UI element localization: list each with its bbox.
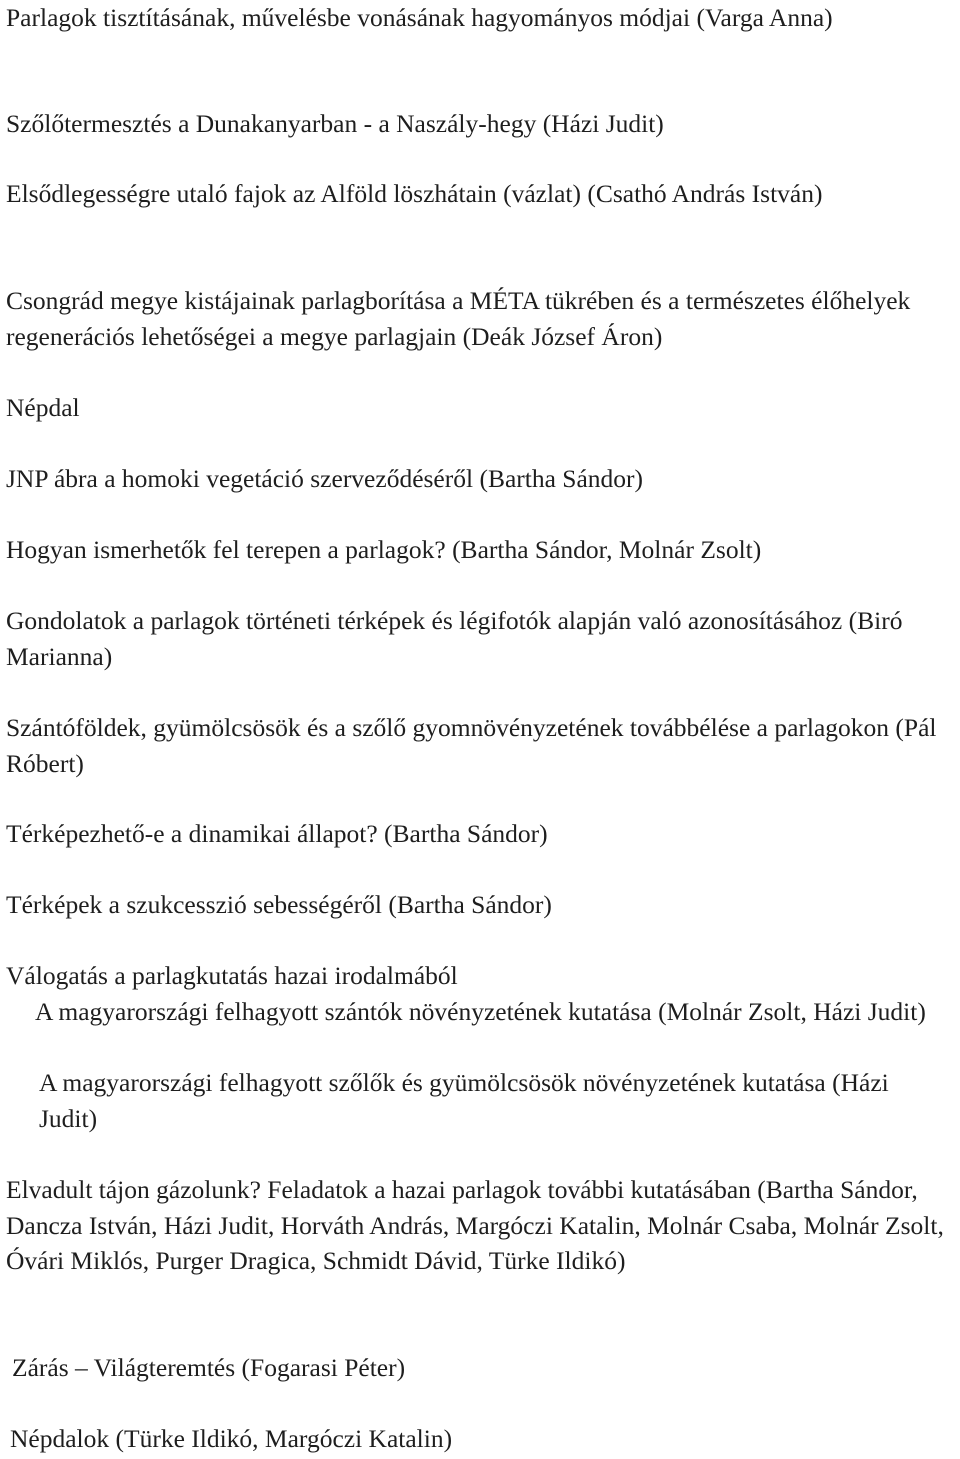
toc-entry-valogatas: Válogatás a parlagkutatás hazai irodalmából bbox=[6, 961, 458, 990]
toc-entry-pal: Szántóföldek, gyümölcsösök és a szőlő gyomnövényzetének továbbélése a parlagokon (Pál Róbert) bbox=[6, 713, 937, 778]
toc-entry-csatho: Elsődlegességre utaló fajok az Alföld löszhátain (vázlat) (Csathó András István) bbox=[6, 179, 823, 208]
toc-entry-nepdalok: Népdalok (Türke Ildikó, Margóczi Katalin) bbox=[10, 1424, 453, 1453]
toc-entry-terkepek: Térképek a szukcesszió sebességéről (Bartha Sándor) bbox=[6, 890, 552, 919]
toc-entry-biro: Gondolatok a parlagok történeti térképek és légifotók alapján való azonosításához (Biró Marianna) bbox=[6, 606, 903, 671]
toc-entry-terkepezheto: Térképezhető-e a dinamikai állapot? (Bartha Sándor) bbox=[6, 819, 548, 848]
toc-entry-hogyan: Hogyan ismerhetők fel terepen a parlagok? (Bartha Sándor, Molnár Zsolt) bbox=[6, 535, 762, 564]
toc-entry-varga: Parlagok tisztításának, művelésbe vonásának hagyományos módjai (Varga Anna) bbox=[6, 3, 833, 32]
toc-entry-zaras: Zárás – Világteremtés (Fogarasi Péter) bbox=[12, 1353, 406, 1382]
toc-entry-deak: Csongrád megye kistájainak parlagborítása a MÉTA tükrében és a természetes élőhelyek regenerációs lehetőségei a megye parlagjain (Deák József Áron) bbox=[6, 286, 911, 351]
toc-entry-elvadult: Elvadult tájon gázolunk? Feladatok a hazai parlagok további kutatásában (Bartha Sándor, Dancza István, Házi Judit, Horváth András, Margóczi Katalin, Molnár Csaba, Molnár Zsolt, Óvári Miklós, Purger Dragica, Schmidt Dávid, Türke Ildikó) bbox=[6, 1175, 944, 1275]
toc-entry-nepdal: Népdal bbox=[6, 393, 80, 422]
toc-entry-hazi-szolo: Szőlőtermesztés a Dunakanyarban - a Naszály-hegy (Házi Judit) bbox=[6, 109, 664, 138]
toc-entry-jnp-abra: JNP ábra a homoki vegetáció szerveződéséről (Bartha Sándor) bbox=[6, 464, 644, 493]
toc-subentry-szantok: A magyarországi felhagyott szántók növényzetének kutatása (Molnár Zsolt, Házi Judit) bbox=[35, 997, 926, 1026]
toc-subentry-szolok: A magyarországi felhagyott szőlők és gyümölcsösök növényzetének kutatása (Házi Judit) bbox=[39, 1068, 889, 1133]
